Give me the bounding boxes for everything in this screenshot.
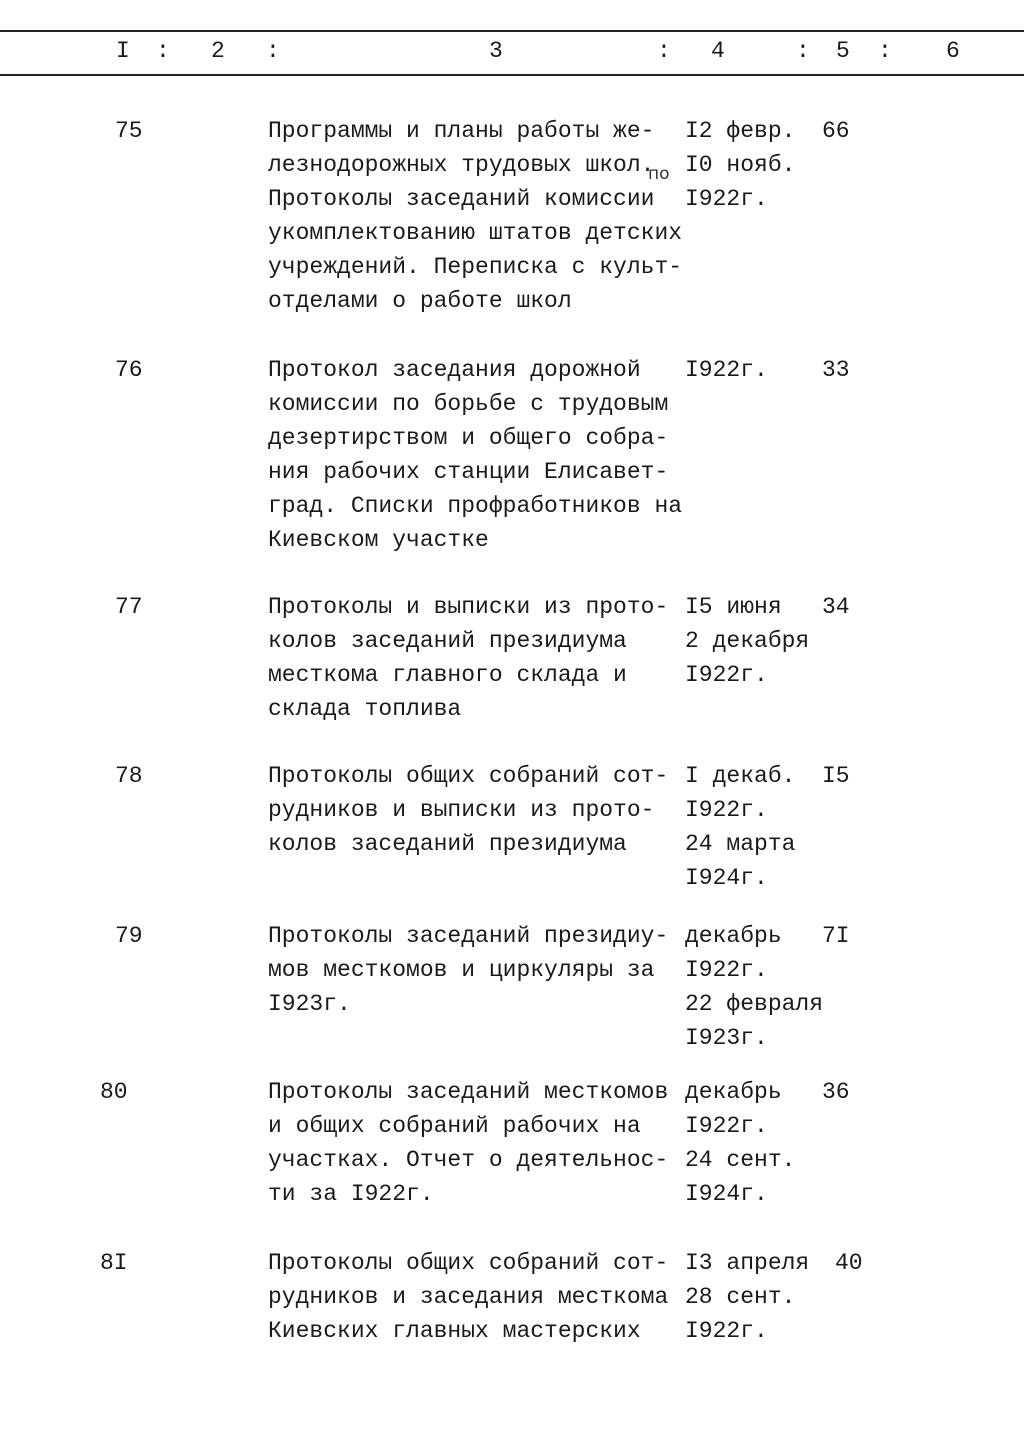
header-bottom-rule: [0, 74, 1024, 76]
col-separator: :: [657, 38, 671, 64]
description-line: Программы и планы работы же-: [268, 118, 655, 144]
entry-dates: [685, 759, 795, 895]
entry-sheet-count: 40: [835, 1250, 863, 1276]
description-line: град. Списки профработников на: [268, 493, 683, 519]
col-header-5: 5: [836, 38, 850, 64]
date-line: I922г.: [685, 1113, 768, 1139]
entry-sheet-count: 66: [822, 118, 850, 144]
date-line: I924г.: [685, 865, 768, 891]
entry-number: 78: [115, 763, 143, 789]
date-line: I0 нояб.: [685, 152, 796, 178]
description-line: и общих собраний рабочих на: [268, 1113, 641, 1139]
col-header-6: 6: [946, 38, 960, 64]
entry-number: 79: [115, 923, 143, 949]
entry-description: [268, 1246, 668, 1348]
description-line: рудников и заседания месткома: [268, 1284, 669, 1310]
description-line: месткома главного склада и: [268, 662, 627, 688]
entry-number: 76: [115, 357, 143, 383]
entry-description: [268, 590, 668, 726]
description-line: рудников и выписки из прото-: [268, 797, 655, 823]
entry-sheet-count: 33: [822, 357, 850, 383]
date-line: I923г.: [685, 1025, 768, 1051]
col-header-4: 4: [711, 38, 725, 64]
description-line: мов месткомов и циркуляры за: [268, 957, 655, 983]
col-header-1: I: [116, 38, 130, 64]
description-line: склада топлива: [268, 696, 462, 722]
date-line: 24 сент.: [685, 1147, 796, 1173]
description-line: Киевском участке: [268, 527, 489, 553]
date-line: I декаб.: [685, 763, 796, 789]
col-header-2: 2: [211, 38, 225, 64]
entry-description: [268, 919, 668, 1021]
col-separator: :: [156, 38, 170, 64]
date-line: 24 марта: [685, 831, 796, 857]
description-line: участках. Отчет о деятельнос-: [268, 1147, 669, 1173]
description-line: отделами о работе школ: [268, 288, 572, 314]
date-line: I922г.: [685, 1318, 768, 1344]
date-line: I922г.: [685, 662, 768, 688]
description-line: Киевских главных мастерских: [268, 1318, 641, 1344]
date-line: I5 июня: [685, 594, 782, 620]
entry-dates: [685, 1075, 795, 1211]
entry-dates: [685, 919, 823, 1055]
col-separator: :: [796, 38, 810, 64]
description-line: Протоколы общих собраний сот-: [268, 763, 669, 789]
entry-number: 8I: [100, 1250, 128, 1276]
description-line: ти за I922г.: [268, 1181, 434, 1207]
description-line: ния рабочих станции Елисавет-: [268, 459, 669, 485]
date-line: I922г.: [685, 357, 768, 383]
entry-sheet-count: 7I: [822, 923, 850, 949]
entry-number: 77: [115, 594, 143, 620]
entry-sheet-count: 34: [822, 594, 850, 620]
date-line: I3 апреля: [685, 1250, 810, 1276]
col-separator: :: [266, 38, 280, 64]
date-line: I922г.: [685, 797, 768, 823]
description-line: дезертирством и общего собра-: [268, 425, 669, 451]
date-line: декабрь: [685, 923, 782, 949]
entry-number: 80: [100, 1079, 128, 1105]
handwritten-annotation: по: [648, 164, 670, 184]
description-line: комиссии по борьбе с трудовым: [268, 391, 669, 417]
entry-sheet-count: I5: [822, 763, 850, 789]
description-line: учреждений. Переписка с культ-: [268, 254, 683, 280]
col-header-3: 3: [489, 38, 503, 64]
date-line: I922г.: [685, 186, 768, 212]
description-line: I923г.: [268, 991, 351, 1017]
description-line: укомплектованию штатов детских: [268, 220, 683, 246]
date-line: I2 февр.: [685, 118, 796, 144]
entry-description: [268, 114, 682, 318]
description-line: Протокол заседания дорожной: [268, 357, 641, 383]
entry-dates: [685, 353, 768, 387]
description-line: колов заседаний президиума: [268, 628, 627, 654]
col-separator: :: [878, 38, 892, 64]
header-top-rule: [0, 30, 1024, 32]
entry-sheet-count: 36: [822, 1079, 850, 1105]
entry-description: [268, 353, 682, 557]
date-line: I922г.: [685, 957, 768, 983]
description-line: Протоколы общих собраний сот-: [268, 1250, 669, 1276]
description-line: Протоколы заседаний месткомов: [268, 1079, 669, 1105]
entry-dates: [685, 114, 795, 216]
date-line: 22 февраля: [685, 991, 824, 1017]
entry-dates: [685, 590, 809, 692]
date-line: I924г.: [685, 1181, 768, 1207]
date-line: 2 декабря: [685, 628, 810, 654]
description-line: Протоколы заседаний комиссии: [268, 186, 655, 212]
entry-number: 75: [115, 118, 143, 144]
entry-description: [268, 759, 668, 861]
date-line: декабрь: [685, 1079, 782, 1105]
date-line: 28 сент.: [685, 1284, 796, 1310]
description-line: колов заседаний президиума: [268, 831, 627, 857]
entry-dates: [685, 1246, 809, 1348]
description-line: лезнодорожных трудовых школ.: [268, 152, 655, 178]
entry-description: [268, 1075, 668, 1211]
description-line: Протоколы и выписки из прото-: [268, 594, 669, 620]
description-line: Протоколы заседаний президиу-: [268, 923, 669, 949]
